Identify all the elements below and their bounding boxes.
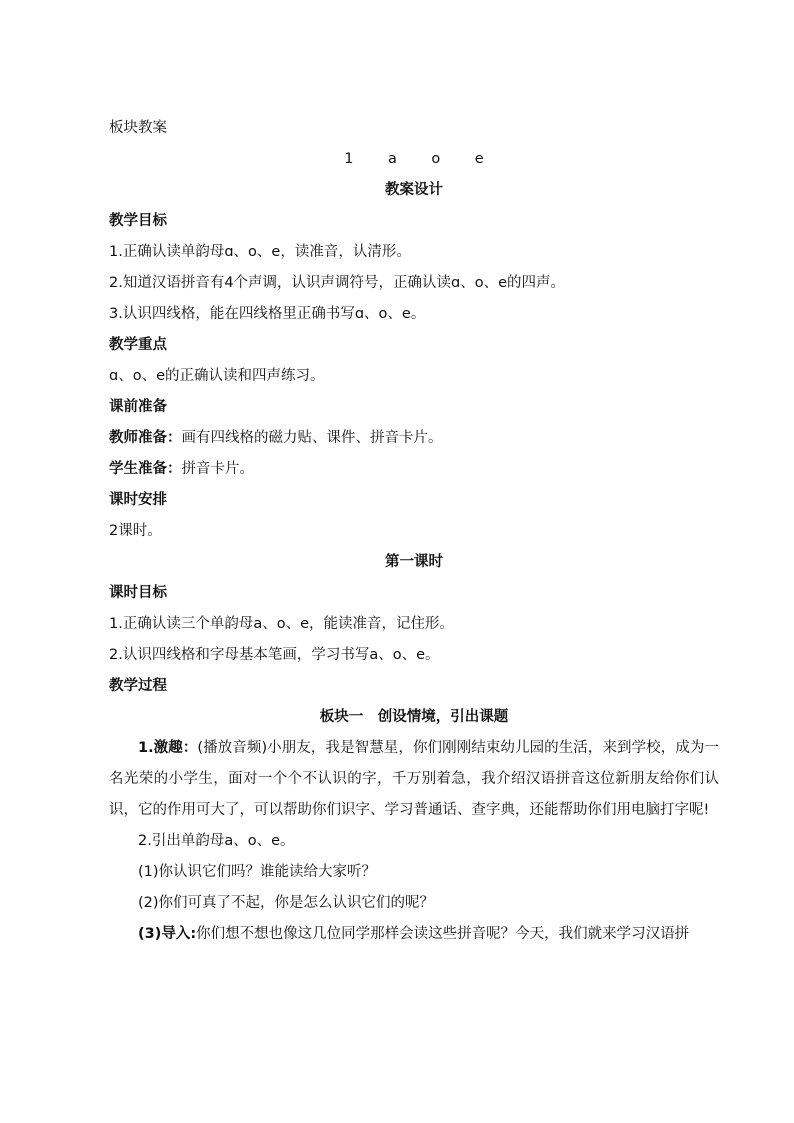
question-3 [109,919,719,950]
student-preparation [109,454,719,485]
warmup-label: 1.激趣： [138,740,198,756]
first-lesson-title: 第一课时 [385,554,443,570]
question-3-text: 你们想不想也像这几位同学那样会读这些拼音呢？今天，我们就来学习汉语拼 [196,926,690,942]
plan-type-label: 板块教案 [109,120,167,136]
goal-item-2: 2.知道汉语拼音有4个声调，认识声调符号，正确认读ɑ、o、e的四声。 [109,275,566,291]
question-3-label: (3)导入: [138,926,197,942]
student-preparation-label: 学生准备： [109,461,182,477]
question-2: (2)你们可真了不起，你是怎么认识它们的呢？ [138,895,435,911]
teacher-preparation [109,423,719,454]
intro-finals-item: 2.引出单韵母a、o、e。 [138,833,295,849]
lesson-goal-1: 1.正确认读三个单韵母a、o、e，能读准音，记住形。 [109,616,455,632]
preparation-heading: 课前准备 [109,399,167,415]
lesson-plan-page [109,113,719,950]
lesson-title: 1 a o e [344,151,494,167]
warmup-paragraph [109,733,719,826]
schedule-heading: 课时安排 [109,492,167,508]
design-title: 教案设计 [385,182,443,198]
goals-heading: 教学目标 [109,213,167,229]
section-title: 板块一 创设情境，引出课题 [319,709,509,725]
lesson-goals-heading: 课时目标 [109,585,167,601]
key-points-heading: 教学重点 [109,337,167,353]
process-heading: 教学过程 [109,678,167,694]
student-preparation-text: 拼音卡片。 [181,461,254,477]
warmup-text: (播放音频)小朋友，我是智慧星，你们刚刚结束幼儿园的生活，来到学校，成为一名光荣的小学生，面对一个个不认识的字，千万别着急，我介绍汉语拼音这位新朋友给你们认识，它的作用可大了，可以帮助你们识字、学习普通话、查字典，还能帮助你们用电脑打字呢! [109,740,719,818]
goal-item-3: 3.认识四线格，能在四线格里正确书写ɑ、o、e。 [109,306,426,322]
teacher-preparation-label: 教师准备： [109,430,182,446]
schedule-text: 2课时。 [109,523,162,539]
key-points-text: ɑ、o、e的正确认读和四声练习。 [109,368,325,384]
question-1: (1)你认识它们吗？谁能读给大家听？ [138,864,377,880]
teacher-preparation-text: 画有四线格的磁力贴、课件、拼音卡片。 [181,430,443,446]
goal-item-1: 1.正确认读单韵母ɑ、o、e，读准音，认清形。 [109,244,411,260]
lesson-goal-2: 2.认识四线格和字母基本笔画，学习书写a、o、e。 [109,647,440,663]
